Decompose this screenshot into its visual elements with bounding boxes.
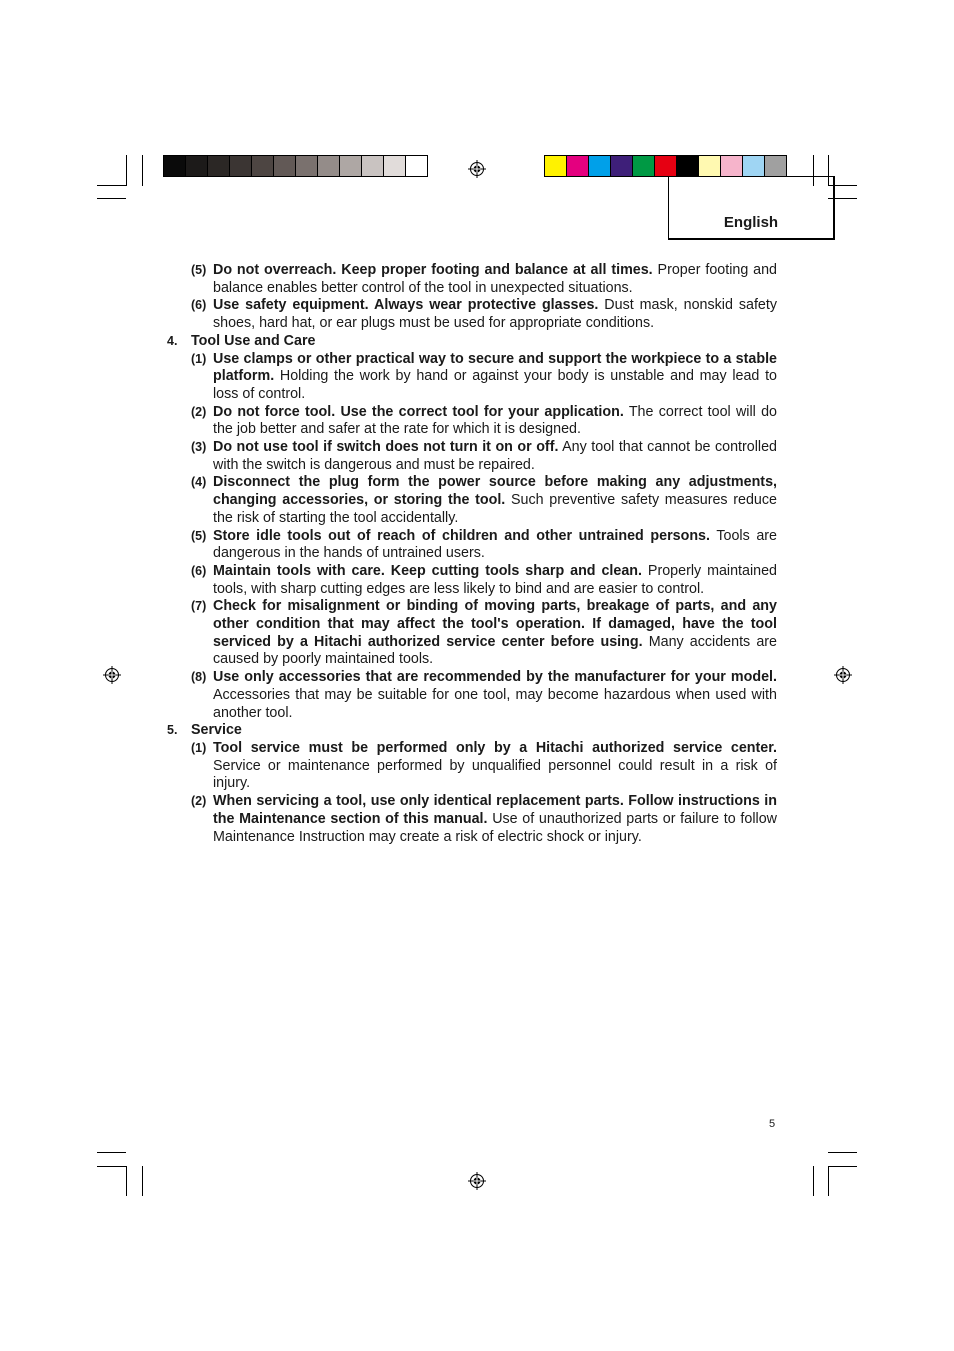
item-number: (7) [191,599,207,614]
color-swatch [384,156,406,176]
section-heading [167,333,777,351]
item-body-text: Dust mask, nonskid safety shoes, hard hat, or ear plugs must be used for appropriate conditions. [213,297,777,332]
color-swatch [633,156,655,176]
section-number: 5. [167,723,178,738]
crop-mark [126,1166,127,1196]
registration-mark-icon [468,1172,486,1190]
color-swatch [655,156,677,176]
list-item [167,740,777,793]
language-tab [668,176,835,240]
section-5-items [167,740,777,846]
item-body-text: Proper footing and balance enables better control of the tool in unexpected situations. [213,262,778,296]
list-item [167,563,777,598]
item-number: (6) [191,563,207,578]
process-color-bar [544,155,787,177]
items-top [167,262,777,333]
color-swatch [611,156,633,176]
list-item [167,404,777,439]
item-number: (1) [191,351,207,366]
item-body-text: Accessories that may be suitable for one tool, may become hazardous when used with another tool. [213,686,777,721]
item-bold-text: Check for misalignment or binding of moving parts, breakage of parts, and any other condition that may affect the tool's operation. If damaged, have the tool serviced by a Hitachi authorized service center before using. [213,598,777,650]
section-number: 4. [167,333,178,348]
item-bold-text: Maintain tools with care. Keep cutting tools sharp and clean. [213,562,642,579]
item-number: (5) [191,528,207,543]
item-bold-text: Do not use tool if switch does not turn it on or off. [213,439,559,456]
item-body-text: Holding the work by hand or against your body is unstable and may lead to loss of control. [213,368,777,402]
list-item [167,669,777,722]
color-swatch [318,156,340,176]
item-number: (3) [191,440,207,455]
item-bold-text: Disconnect the plug form the power source before making any adjustments, changing accessories, or storing the tool. [213,474,777,509]
color-swatch [567,156,589,176]
crop-mark [126,155,127,186]
item-bold-text: Store idle tools out of reach of children and other untrained persons. [213,527,710,544]
color-swatch [406,156,427,176]
item-body-text: Any tool that cannot be controlled with the switch is dangerous and must be repaired. [213,439,777,473]
registration-mark-icon [468,160,486,178]
color-swatch [230,156,252,176]
color-swatch [186,156,208,176]
crop-mark [97,1166,126,1167]
crop-mark [813,1166,814,1196]
color-swatch [765,156,786,176]
color-swatch [362,156,384,176]
list-item [167,439,777,474]
language-label: English [723,214,779,231]
item-bold-text: Tool service must be performed only by a Hitachi authorized service center. [213,739,777,756]
crop-mark [142,155,143,186]
item-number: (1) [191,740,207,755]
section-title: Service [191,722,242,739]
item-bold-text: Use safety equipment. Always wear protective glasses. [213,297,599,314]
item-number: (2) [191,404,207,419]
item-body-text: Such preventive safety measures reduce the risk of starting the tool accidentally. [213,492,777,526]
crop-mark [828,1152,857,1153]
crop-mark [828,1166,829,1196]
section-4-items [167,351,777,723]
grayscale-color-bar [163,155,428,177]
item-number: (6) [191,298,207,313]
item-body-text: The correct tool will do the job better and safer at the rate for which it is designed. [213,403,777,438]
color-swatch [545,156,567,176]
list-item [167,262,777,297]
registration-mark-icon [103,666,121,684]
section-title: Tool Use and Care [191,332,316,349]
safety-instructions [167,262,777,846]
list-item [167,598,777,669]
section-heading [167,722,777,740]
color-swatch [252,156,274,176]
list-item [167,351,777,404]
item-body-text: Many accidents are caused by poorly maintained tools. [213,633,777,668]
item-body-text: Tools are dangerous in the hands of untrained users. [213,527,777,562]
crop-mark [97,185,126,186]
list-item [167,528,777,563]
color-swatch [677,156,699,176]
item-body-text: Properly maintained tools, with sharp cutting edges are less likely to bind and are easier to control. [213,562,778,597]
list-item [167,793,777,846]
color-swatch [164,156,186,176]
list-item [167,474,777,527]
item-number: (5) [191,263,207,277]
item-bold-text: Do not force tool. Use the correct tool for your application. [213,403,624,420]
color-swatch [589,156,611,176]
color-swatch [274,156,296,176]
color-swatch [721,156,743,176]
page-number: 5 [769,1118,776,1130]
item-bold-text: Use only accessories that are recommended by the manufacturer for your model. [213,669,777,686]
color-swatch [296,156,318,176]
item-bold-text: Use clamps or other practical way to secure and support the workpiece to a stable platform. [213,350,777,385]
item-number: (8) [191,670,207,685]
item-body-text: Service or maintenance performed by unqualified personnel could result in a risk of injury. [213,757,777,792]
item-bold-text: When servicing a tool, use only identical replacement parts. Follow instructions in the Maintenance section of this manual. [213,793,777,827]
crop-mark [142,1166,143,1196]
color-swatch [208,156,230,176]
item-number: (2) [191,794,207,809]
color-swatch [340,156,362,176]
registration-mark-icon [834,666,852,684]
color-swatch [699,156,721,176]
crop-mark [828,1166,857,1167]
crop-mark [97,198,126,199]
item-body-text: Use of unauthorized parts or failure to follow Maintenance Instruction may create a risk of electric shock or injury. [213,810,777,845]
list-item [167,297,777,332]
color-swatch [743,156,765,176]
item-number: (4) [191,475,207,490]
crop-mark [97,1152,126,1153]
item-bold-text: Do not overreach. Keep proper footing and balance at all times. [213,262,653,278]
